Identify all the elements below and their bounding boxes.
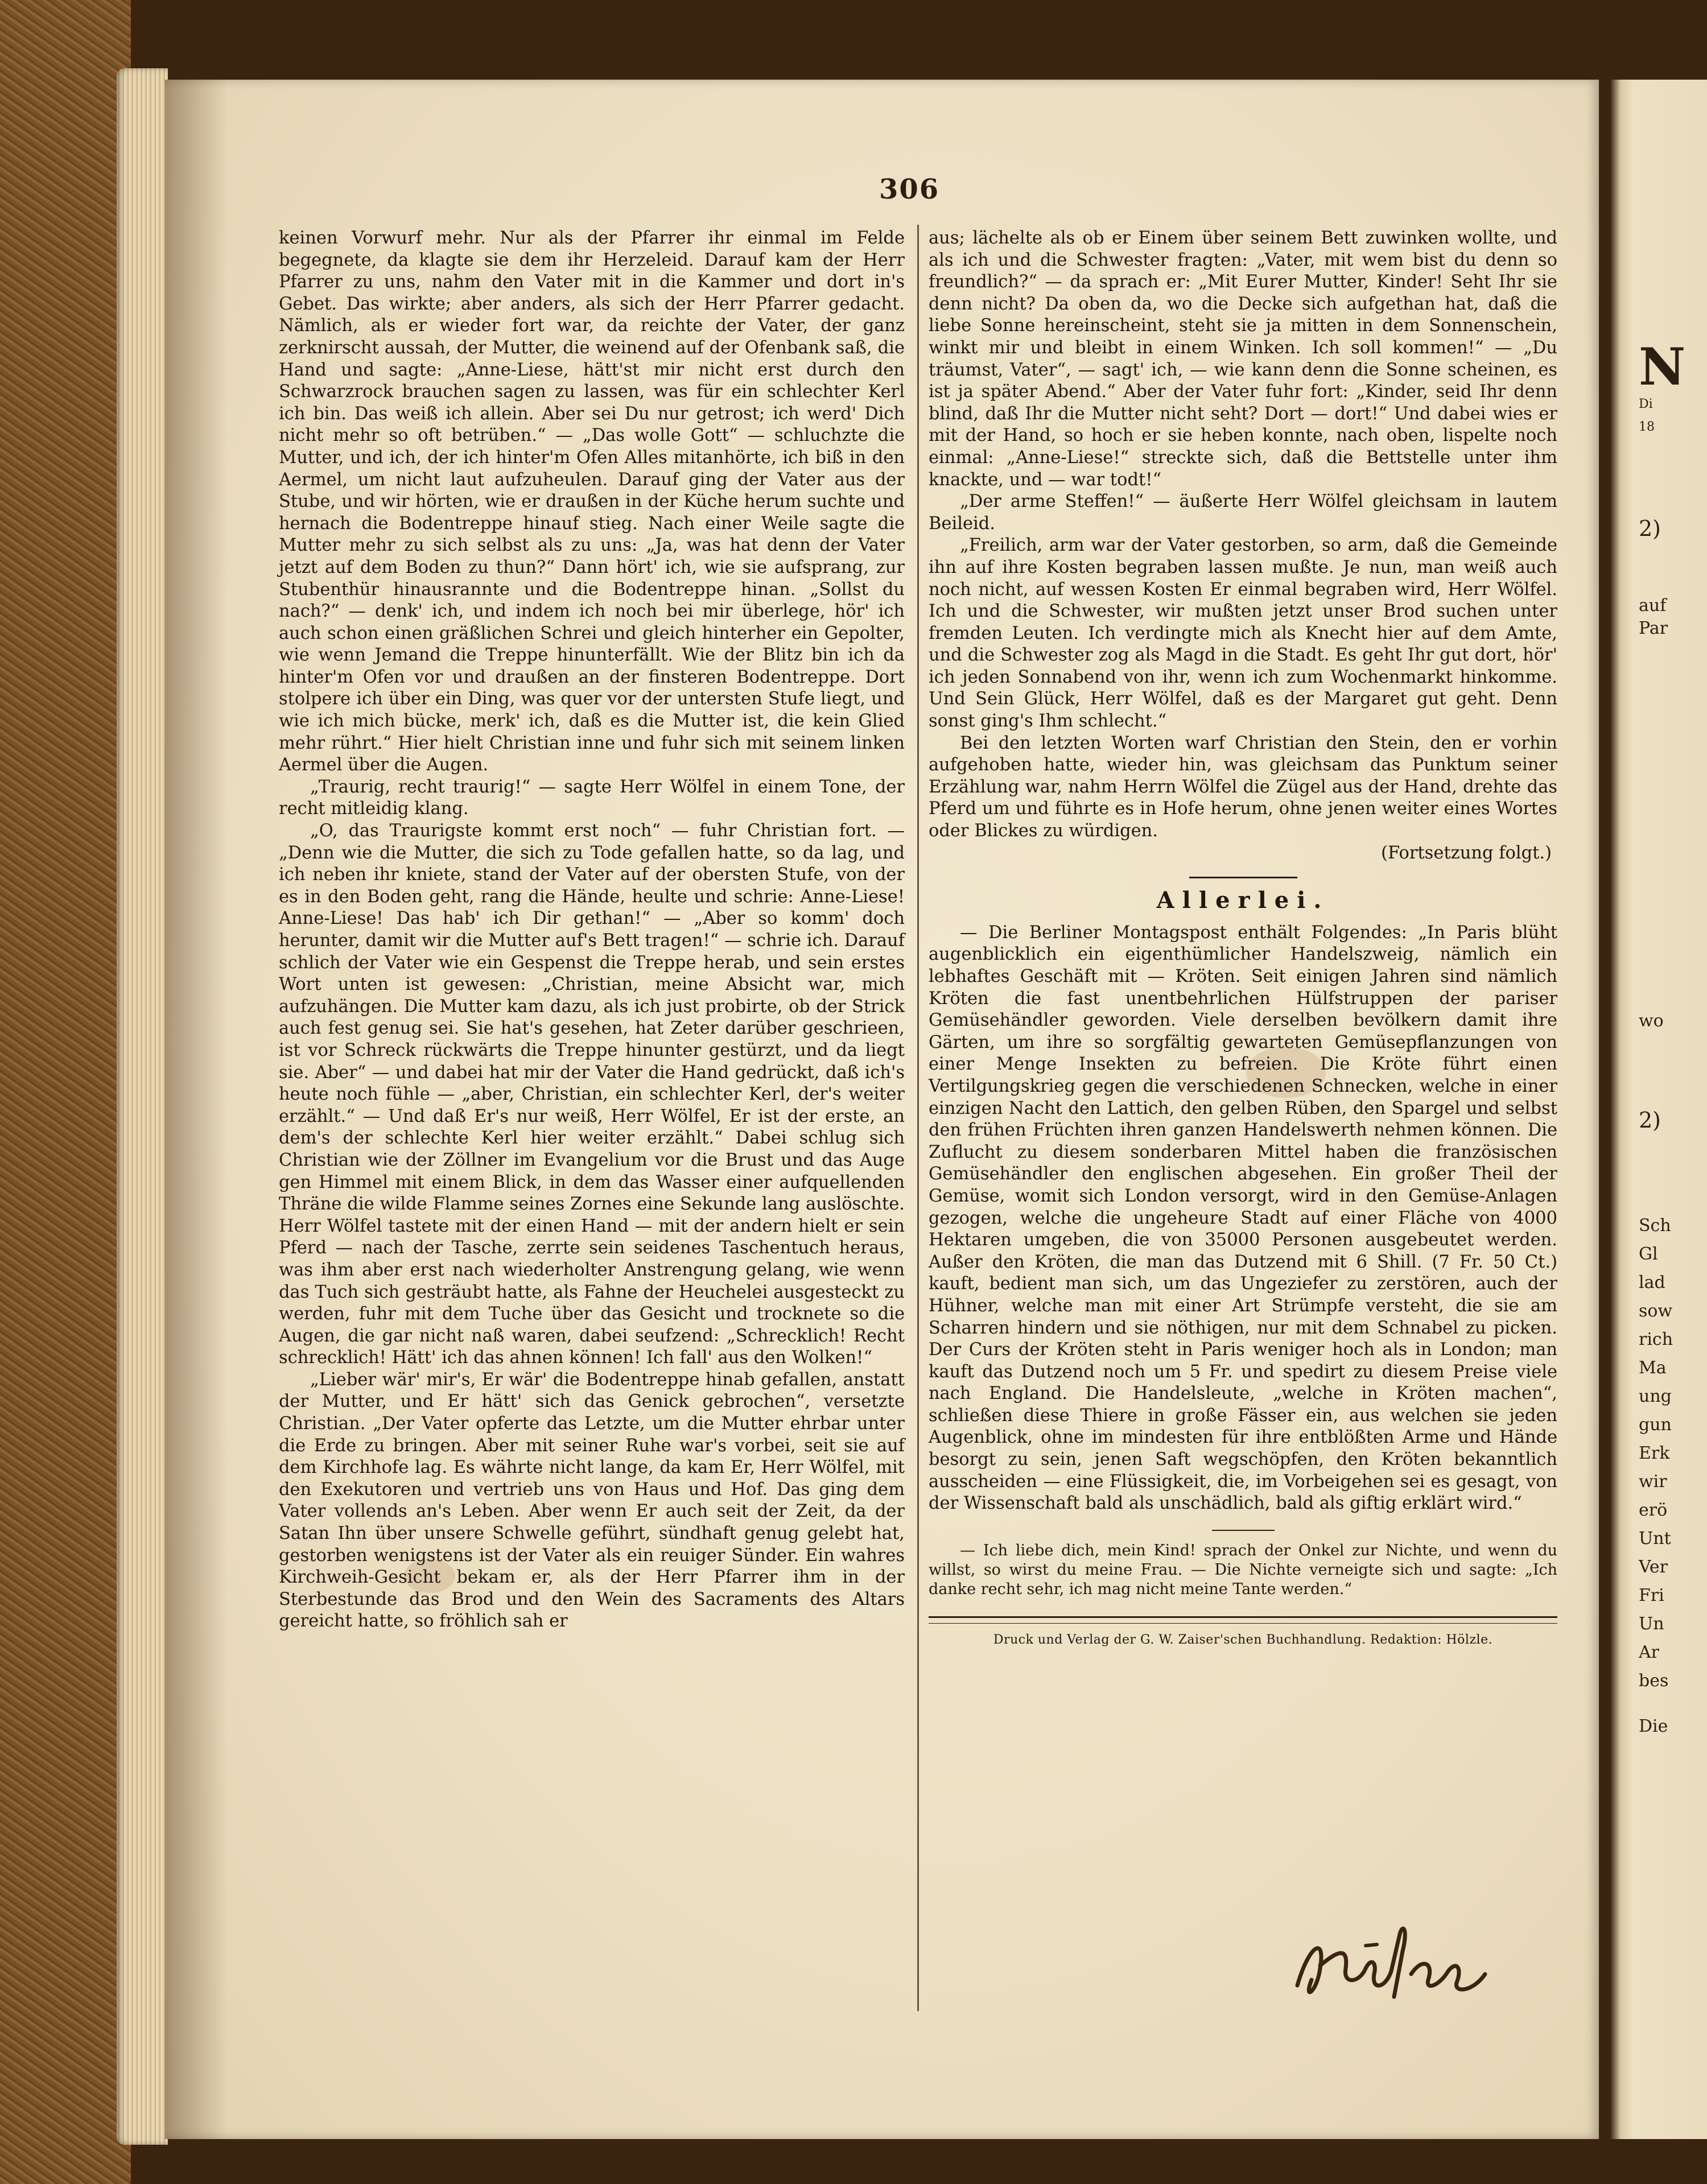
facing-page-fragment: Gl bbox=[1639, 1244, 1658, 1264]
paragraph: „Der arme Steffen!“ — äußerte Herr Wölfel gleichsam in lautem Beileid. bbox=[929, 492, 1557, 534]
page-block-edges bbox=[117, 68, 168, 2145]
facing-page-fragment: rich bbox=[1639, 1330, 1673, 1349]
facing-page-fragment: 2) bbox=[1639, 1108, 1661, 1133]
facing-page-fragment: 18 bbox=[1639, 420, 1655, 434]
continuation-note: (Fortsetzung folgt.) bbox=[1381, 843, 1552, 863]
facing-page-fragment: 2) bbox=[1639, 516, 1661, 541]
facing-page-fragment: wo bbox=[1639, 1011, 1664, 1031]
paragraph: „Freilich, arm war der Vater gestorben, so arm, daß die Gemeinde ihn auf ihre Kosten begraben lassen mußte. Je nun, man weiß auch noch nicht, auf wessen Kosten Er einmal begraben wird, Herr Wölfel. Ich und die Schwester, wir mußten jetzt unser Brod suchen unter fremden Leuten. Ich verdingte mich als Knecht hier auf dem Amte, und die Schwester zog als Magd in die Stadt. Es geht Ihr gut dort, hör' ich jeden Sonnabend von ihr, wenn ich zum Wochenmarkt hinkomme. Und Sein Glück, Herr Wölfel, daß es der Margaret gut geht. Denn sonst ging's Ihm schlecht.“ bbox=[929, 535, 1557, 732]
facing-page-fragment: Un bbox=[1639, 1614, 1664, 1634]
facing-page-fragment: lad bbox=[1639, 1273, 1665, 1293]
paragraph: Bei den letzten Worten warf Christian den Stein, den er vorhin aufgehoben hatte, wieder hin, was gleichsam das Punktum seiner Erzählung war, nahm Herrn Wölfel die Zügel aus der Hand, drehte das Pferd um und führte es in Hofe herum, ohne jenen weiter eines Wortes oder Blickes zu würdigen. bbox=[929, 733, 1557, 841]
facing-page-fragment: bes bbox=[1639, 1671, 1669, 1691]
allerlei-article: — Die Berliner Montagspost enthält Folgendes: „In Paris blüht augenblicklich ein eigenthümlicher Handelszweig, nämlich ein lebhaftes Geschäft mit — Kröten. Seit einigen Jahren sind nämlich Kröten die fast unentbehrlichen Hülfstruppen der pariser Gemüsehändler geworden. Viele derselben bevölkern damit ihre Gärten, um ihre so sorgfältig gewarteten Gemüsepflanzungen von einer Menge Insekten zu befreien. Die Kröte führt einen Vertilgungskrieg gegen die verschiedenen Schnecken, welche in einer einzigen Nacht den Lattich, den gelben Rüben, den Spargel und selbst den frühen Früchten ihren ganzen Handelswerth nehmen können. Die Zuflucht zu diesem sonderbaren Mittel haben die französischen Gemüsehändler den englischen abgesehen. Ein großer Theil der Gemüse, womit sich London versorgt, wird in den Gemüse-Anlagen gezogen, welche die ungeheure Stadt auf einer Fläche von 4000 Hektaren umgeben, die von 35000 Personen ausgebeutet werden. Außer den Kröten, die man das Dutzend mit 6 Shill. (7 Fr. 50 Ct.) kauft, bedient man sich, um das Ungeziefer zu zerstören, auch der Hühner, welche man mit einer Art Strümpfe versteht, die sie am Scharren hindern und sie nöthigen, nur mit dem Schnabel zu picken. Der Curs der Kröten steht in Paris weniger hoch als in London; man kauft das Dutzend noch um 5 Fr. und spedirt zu diesem Preise viele nach England. Die Handelsleute, „welche in Kröten machen“, schließen diese Thiere in große Fässer ein, aus welchen sie jeden Augenblick, ohne im mindesten für ihre entblößten Arme und Hände besorgt zu sein, jenen Saft wegschöpfen, den Kröten bekanntlich ausscheiden — eine Flüssigkeit, die, im Vorbeigehen sei es gesagt, von der Wissenschaft bald als unschädlich, bald als giftig erklärt wird.“ bbox=[929, 922, 1557, 1514]
paragraph: „O, das Traurigste kommt erst noch“ — fuhr Christian fort. — „Denn wie die Mutter, die sich zu Tode gefallen hatte, so da lag, und ich neben ihr kniete, stand der Vater auf der obersten Stufe, von der es in den Boden geht, rang die Hände, heulte und schrie: Anne-Liese! Anne-Liese! Das hab' ich Dir gethan!“ — „Aber so komm' doch herunter, damit wir die Mutter auf's Bett tragen!“ — schrie ich. Darauf schlich der Vater wie ein Gespenst die Treppe herab, und sein erstes Wort unten ist gewesen: „Christian, meine Absicht war, mich aufzuhängen. Die Mutter kam dazu, als ich just probirte, ob der Strick auch fest genug sei. Sie hat's gesehen, hat Zeter darüber geschrieen, ist vor Schreck rückwärts die Treppe hinunter gestürzt, und da liegt sie. Aber“ — und dabei hat mir der Vater die Hand gedrückt, daß ich's heute noch fühle — „aber, Christian, ein schlechter Kerl, der's weiter erzählt.“ — Und daß Er's nur weiß, Herr Wölfel, Er ist der erste, an dem's der schlechte Kerl hier weiter erzählt.“ Dabei schlug sich Christian wie der Zöllner im Evangelium vor die Brust und das Auge gen Himmel mit einem Blick, in dem das Wasser einer aufquellenden Thräne die wilde Flamme seines Zornes eine Sekunde lang auslöschte. Herr Wölfel tastete mit der einen Hand — mit der andern hielt er sein Pferd — nach der Tasche, zerrte sein seidenes Taschentuch heraus, was ihm aber erst nach wiederholter Anstrengung gelang, wie wenn das Tuch sich gesträubt hatte, als Fahne der Heuchelei ausgesteckt zu werden, fuhr mit dem Tuche über das Gesicht und trocknete so die Augen, die gar nicht naß waren, dabei seufzend: „Schrecklich! Recht schrecklich! Hätt' ich das ahnen können! Ich fall' aus den Wolken!“ bbox=[279, 821, 905, 1368]
facing-page-fragment: N bbox=[1639, 337, 1686, 397]
paragraph: „Traurig, recht traurig!“ — sagte Herr Wölfel in einem Tone, der recht mitleidig klang. bbox=[279, 777, 905, 819]
column-divider bbox=[917, 225, 919, 2011]
paragraph: aus; lächelte als ob er Einem über seinem Bett zuwinken wollte, und als ich und die Schwester fragten: „Vater, mit wem bist du denn so freundlich?“ — da sprach er: „Mit Eurer Mutter, Kinder! Seht Ihr sie denn nicht? Da oben da, wo die Decke sich aufgethan hat, daß die liebe Sonne hereinscheint, steht sie ja mitten in dem Sonnenschein, winkt mir und bleibt in einem Winken. Ich soll kommen!“ — „Du träumst, Vater“, — sagt' ich, — wie kann denn die Sonne scheinen, es ist ja später Abend.“ Aber der Vater fuhr fort: „Kinder, seid Ihr denn blind, daß Ihr die Mutter nicht seht? Dort — dort!“ Und dabei wies er mit der Hand, so hoch er sie heben konnte, nach oben, lispelte noch einmal: „Anne-Liese!“ streckte sich, daß die Bettstelle unter ihm knackte, und — war todt!“ bbox=[929, 228, 1557, 490]
facing-page-fragment: Fri bbox=[1639, 1586, 1664, 1605]
right-column bbox=[929, 228, 1557, 1651]
page-number: 306 bbox=[879, 174, 940, 205]
section-title: Allerlei. bbox=[1156, 887, 1330, 914]
section-rule bbox=[1189, 877, 1297, 878]
imprint-line: Druck und Verlag der G. W. Zaiser'schen Buchhandlung. Redaktion: Hölzle. bbox=[993, 1632, 1493, 1647]
facing-page-fragment: Par bbox=[1639, 618, 1668, 638]
facing-page-fragment: Di bbox=[1639, 397, 1653, 411]
gutter-shadow bbox=[165, 80, 228, 2139]
facing-page-fragment: erö bbox=[1639, 1500, 1668, 1520]
facing-page-fragment: Unt bbox=[1639, 1529, 1671, 1549]
paragraph: keinen Vorwurf mehr. Nur als der Pfarrer ihr einmal im Felde begegnete, da klagte sie dem ihr Herzeleid. Darauf kam der Herr Pfarrer zu uns, nahm den Vater mit in die Kammer und dort in's Gebet. Das wirkte; aber anders, als sich der Herr Pfarrer gedacht. Nämlich, als er wieder fort war, da reichte der Vater, der ganz zerknirscht aussah, der Mutter, die weinend auf der Ofenbank saß, die Hand und sagte: „Anne-Liese, hätt'st mir nicht erst durch den Schwarzrock brauchen sagen zu lassen, was für ein schlechter Kerl ich bin. Das weiß ich allein. Aber sei Du nur getrost; ich werd' Dich nicht mehr so oft betrüben.“ — „Das wolle Gott“ — schluchzte die Mutter, und ich, der ich hinter'm Ofen Alles mitanhörte, ich biß in den Aermel, um nicht laut aufzuheulen. Darauf ging der Vater aus der Stube, und wir hörten, wie er draußen in der Küche herum suchte und hernach die Bodentreppe hinauf stieg. Nach einer Weile sagte die Mutter mehr zu sich selbst als zu uns: „Ja, was hat denn der Vater jetzt auf dem Boden zu thun?“ Dann hört' ich, wie sie aufsprang, zur Stubenthür hinausrannte und die Bodentreppe hinan. „Sollst du nach?“ — denk' ich, und indem ich noch bei mir überlege, hör' ich auch schon einen gräßlichen Schrei und gleich hinterher ein Gepolter, wie wenn Jemand die Treppe hinunterfällt. Wie der Blitz bin ich da hinter'm Ofen vor und draußen an der finsteren Bodentreppe. Dort stolpere ich über ein Ding, was quer vor der untersten Stufe liegt, und wie ich mich bücke, merk' ich, daß es die Mutter ist, die kein Glied mehr rührt.“ Hier hielt Christian inne und fuhr sich mit seinem linken Aermel über die Augen. bbox=[279, 228, 905, 775]
item-rule bbox=[1212, 1530, 1275, 1531]
facing-page-fragment: gun bbox=[1639, 1415, 1672, 1435]
handwritten-signature bbox=[1286, 1911, 1502, 2014]
facing-page-fragment: Die bbox=[1639, 1716, 1668, 1736]
facing-page-fragment: ung bbox=[1639, 1386, 1672, 1406]
facing-page-fragment: auf bbox=[1639, 596, 1667, 616]
left-column bbox=[279, 228, 905, 1633]
facing-page-fragment: Ar bbox=[1639, 1642, 1660, 1662]
imprint-rule bbox=[929, 1616, 1557, 1624]
anecdote: — Ich liebe dich, mein Kind! sprach der Onkel zur Nichte, und wenn du willst, so wirst du meine Frau. — Die Nichte verneigte sich und sagte: „Ich danke recht sehr, ich mag nicht meine Tante werden.“ bbox=[929, 1541, 1557, 1598]
book-cover-edge bbox=[0, 0, 131, 2184]
facing-page-fragment: Erk bbox=[1639, 1443, 1670, 1463]
facing-page-fragment: wir bbox=[1639, 1472, 1667, 1492]
facing-page-fragment: Sch bbox=[1639, 1216, 1671, 1236]
facing-page-fragment: Ver bbox=[1639, 1557, 1668, 1577]
facing-page-fragment: Ma bbox=[1639, 1358, 1667, 1378]
facing-page-fragment: sow bbox=[1639, 1301, 1673, 1321]
paragraph: „Lieber wär' mir's, Er wär' die Bodentreppe hinab gefallen, anstatt der Mutter, und Er hätt' sich das Genick gebrochen“, versetzte Christian. „Der Vater opferte das Letzte, um die Mutter ehrbar unter die Erde zu bringen. Aber mit seiner Ruhe war's vorbei, seit sie auf dem Kirchhofe lag. Es währte nicht lange, da kam Er, Herr Wölfel, mit den Exekutoren und vertrieb uns von Haus und Hof. Das ging dem Vater vollends an's Leben. Aber wenn Er auch seit der Zeit, da der Satan Ihn über unsere Schwelle geführt, sündhaft genug gelebt hat, gestorben wenigstens ist der Vater als ein reuiger Sünder. Ein wahres Kirchweih-Gesicht bekam er, als der Herr Pfarrer ihm in der Sterbestunde das Brod und den Wein des Sacraments des Altars gereicht hatte, so fröhlich sah er bbox=[279, 1369, 905, 1632]
